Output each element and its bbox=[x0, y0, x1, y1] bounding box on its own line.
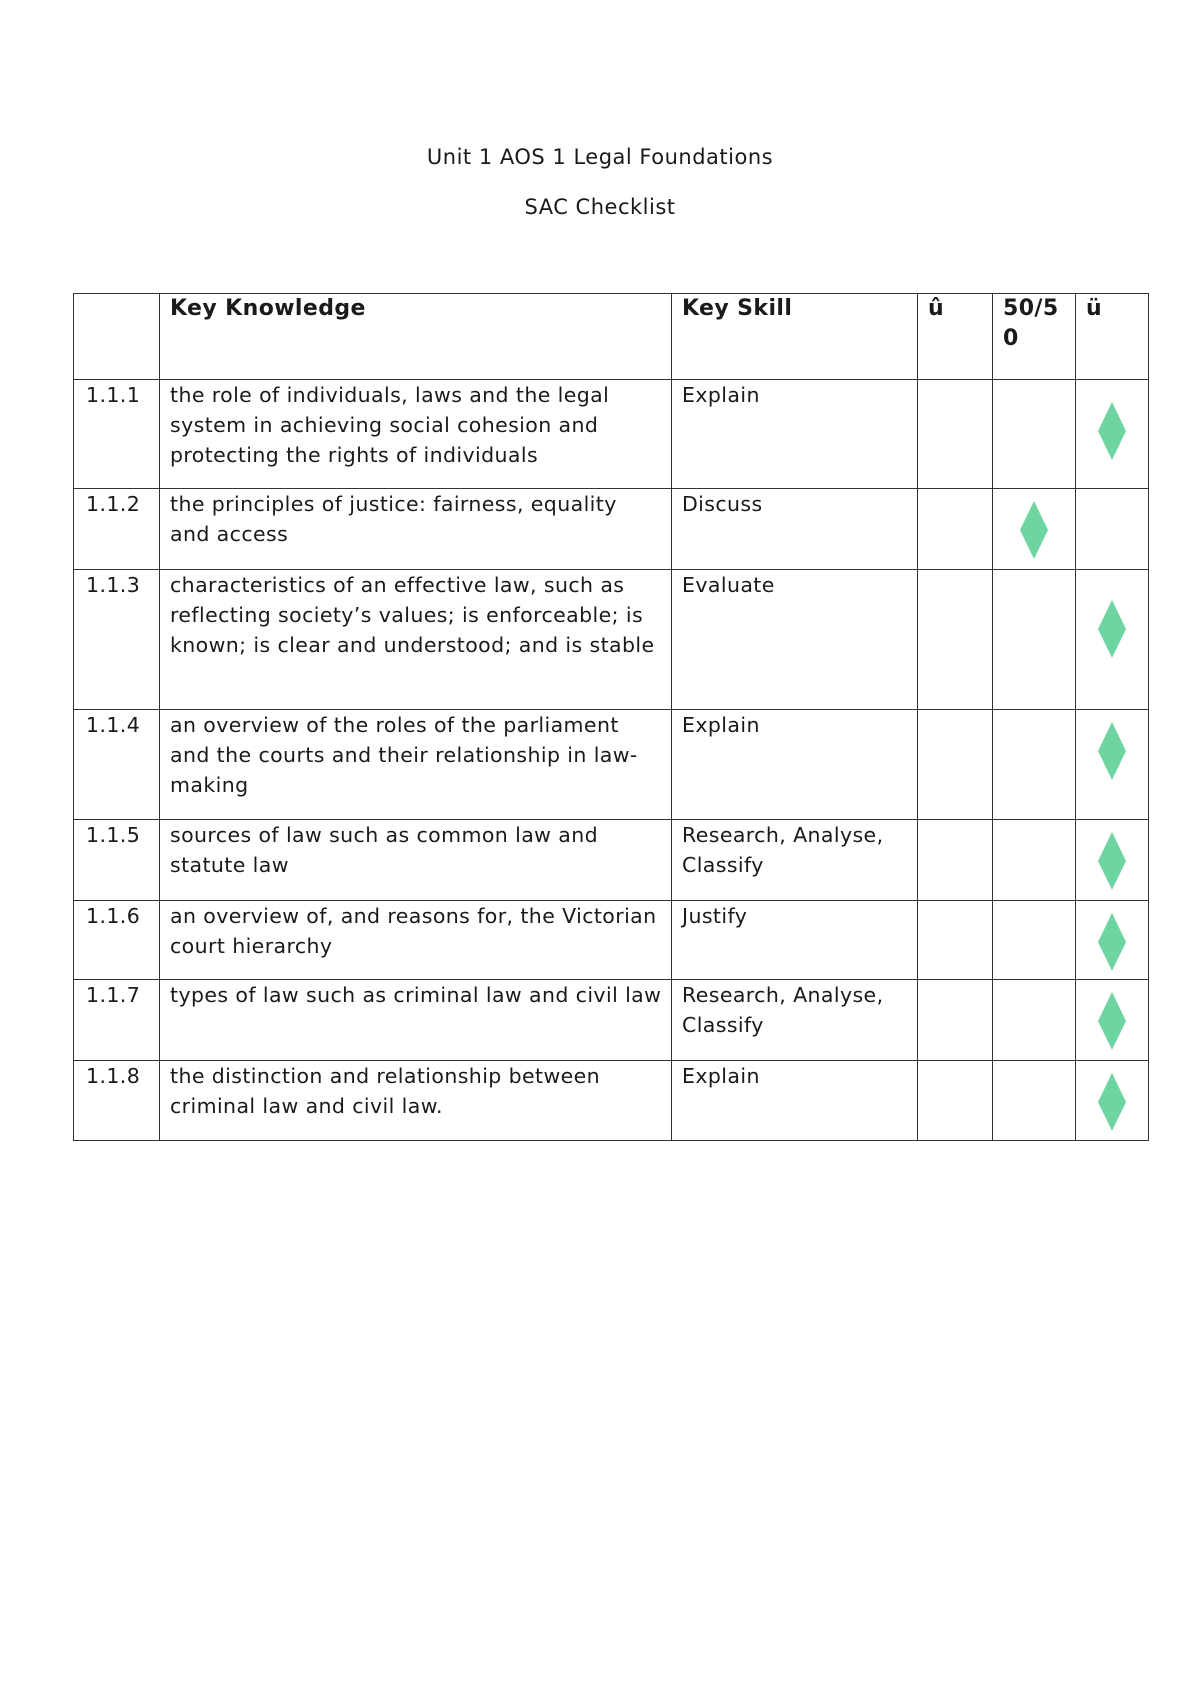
table-header-row bbox=[74, 294, 1149, 380]
table-row bbox=[74, 570, 1149, 710]
row-number: 1.1.3 bbox=[74, 570, 160, 710]
table-row bbox=[74, 901, 1149, 980]
row-number: 1.1.6 bbox=[74, 901, 160, 980]
checklist-table bbox=[73, 293, 1149, 1141]
row-number: 1.1.7 bbox=[74, 980, 160, 1061]
mark-cell-tick bbox=[1076, 380, 1149, 489]
row-key-knowledge: an overview of, and reasons for, the Victorian court hierarchy bbox=[160, 901, 672, 980]
mark-cell-tick bbox=[1076, 710, 1149, 820]
table-row bbox=[74, 489, 1149, 570]
header-cross: û bbox=[918, 294, 993, 380]
mark-cell-tick bbox=[1076, 570, 1149, 710]
row-key-skill: Explain bbox=[672, 1061, 918, 1141]
mark-cell-cross bbox=[918, 901, 993, 980]
mark-cell-half bbox=[993, 820, 1076, 901]
table-row bbox=[74, 820, 1149, 901]
table-row bbox=[74, 980, 1149, 1061]
mark-cell-cross bbox=[918, 980, 993, 1061]
row-key-knowledge: sources of law such as common law and statute law bbox=[160, 820, 672, 901]
header-fifty-fifty: 50/50 bbox=[993, 294, 1076, 380]
mark-cell-cross bbox=[918, 380, 993, 489]
mark-cell-cross bbox=[918, 570, 993, 710]
table-row bbox=[74, 1061, 1149, 1141]
row-key-skill: Research, Analyse, Classify bbox=[672, 820, 918, 901]
mark-cell-half bbox=[993, 901, 1076, 980]
row-number: 1.1.5 bbox=[74, 820, 160, 901]
mark-cell-tick bbox=[1076, 901, 1149, 980]
mark-cell-tick bbox=[1076, 489, 1149, 570]
row-key-knowledge: types of law such as criminal law and civil law bbox=[160, 980, 672, 1061]
row-key-knowledge: an overview of the roles of the parliament and the courts and their relationship in law-making bbox=[160, 710, 672, 820]
row-key-knowledge: characteristics of an effective law, such as reflecting society’s values; is enforceable; is known; is clear and understood; and is stable bbox=[160, 570, 672, 710]
diamond-icon bbox=[1098, 722, 1126, 780]
mark-cell-half bbox=[993, 570, 1076, 710]
diamond-icon bbox=[1098, 402, 1126, 460]
mark-cell-tick bbox=[1076, 980, 1149, 1061]
mark-cell-tick bbox=[1076, 1061, 1149, 1141]
row-number: 1.1.2 bbox=[74, 489, 160, 570]
header-number bbox=[74, 294, 160, 380]
diamond-icon bbox=[1098, 832, 1126, 890]
diamond-icon bbox=[1020, 501, 1048, 559]
row-key-skill: Discuss bbox=[672, 489, 918, 570]
diamond-icon bbox=[1098, 992, 1126, 1050]
mark-cell-cross bbox=[918, 489, 993, 570]
header-tick: ü bbox=[1076, 294, 1149, 380]
header-key-skill: Key Skill bbox=[672, 294, 918, 380]
mark-cell-cross bbox=[918, 1061, 993, 1141]
diamond-icon bbox=[1098, 1073, 1126, 1131]
row-key-skill: Research, Analyse, Classify bbox=[672, 980, 918, 1061]
table-row bbox=[74, 710, 1149, 820]
mark-cell-cross bbox=[918, 710, 993, 820]
row-key-skill: Evaluate bbox=[672, 570, 918, 710]
row-key-knowledge: the principles of justice: fairness, equality and access bbox=[160, 489, 672, 570]
mark-cell-half bbox=[993, 380, 1076, 489]
row-key-knowledge: the distinction and relationship between criminal law and civil law. bbox=[160, 1061, 672, 1141]
row-key-skill: Explain bbox=[672, 710, 918, 820]
mark-cell-cross bbox=[918, 820, 993, 901]
row-number: 1.1.4 bbox=[74, 710, 160, 820]
mark-cell-tick bbox=[1076, 820, 1149, 901]
mark-cell-half bbox=[993, 710, 1076, 820]
diamond-icon bbox=[1098, 913, 1126, 971]
document-subtitle: SAC Checklist bbox=[524, 195, 676, 219]
header-key-knowledge: Key Knowledge bbox=[160, 294, 672, 380]
table-row bbox=[74, 380, 1149, 489]
mark-cell-half bbox=[993, 1061, 1076, 1141]
mark-cell-half bbox=[993, 980, 1076, 1061]
diamond-icon bbox=[1098, 600, 1126, 658]
document-title: Unit 1 AOS 1 Legal Foundations bbox=[426, 145, 774, 169]
row-key-skill: Explain bbox=[672, 380, 918, 489]
row-key-knowledge: the role of individuals, laws and the legal system in achieving social cohesion and protecting the rights of individuals bbox=[160, 380, 672, 489]
row-number: 1.1.8 bbox=[74, 1061, 160, 1141]
row-number: 1.1.1 bbox=[74, 380, 160, 489]
row-key-skill: Justify bbox=[672, 901, 918, 980]
mark-cell-half bbox=[993, 489, 1076, 570]
